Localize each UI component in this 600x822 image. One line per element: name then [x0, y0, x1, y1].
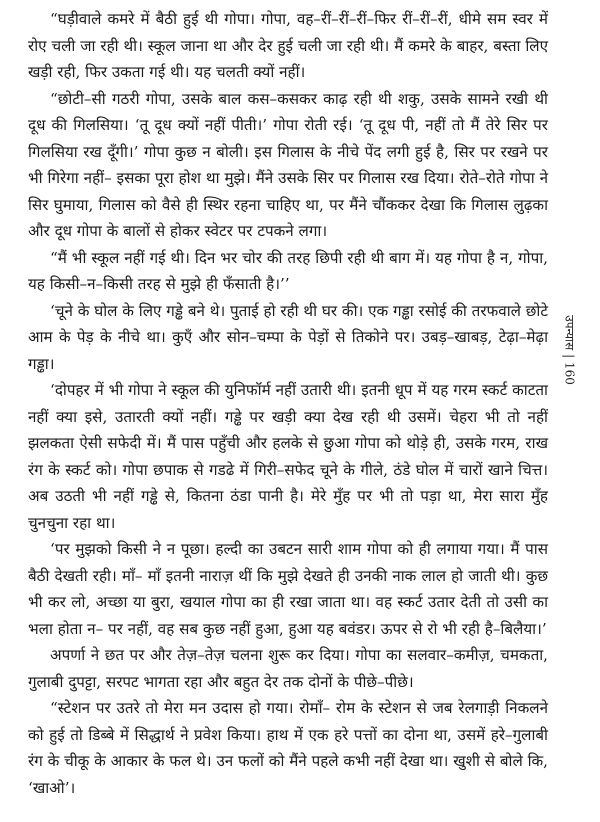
- body-text: [28, 6, 548, 801]
- paragraph: “घड़ीवाले कमरे में बैठी हुई थी गोपा। गोपा, वह–रीं–रीं–रीं–फिर रीं–रीं–रीं, धीमे सम स्वर में रोए चली जा रही थी। स्कूल जाना था और देर हुई चली जा रही थी। मैं कमरे के बाहर, बस्ता लिए खड़ी रही, फिर उकता गई थी। यह चलती क्यों नहीं।: [28, 10, 548, 81]
- paragraph: ‘चूने के घोल के लिए गड्ढे बने थे। पुताई हो रही थी घर की। एक गड्ढा रसोई की तरफवाले छोटे आम के पेड़ के नीचे था। कुएँ और सोन–चम्पा के पेड़ों से तिकोने पर। उबड़–खाबड़, टेढ़ा–मेढ़ा गड्ढा।: [28, 301, 548, 373]
- running-header: [560, 250, 580, 450]
- page-number-label: उपन्यास | 160: [562, 315, 577, 385]
- paragraph: ‘पर मुझको किसी ने न पूछा। हल्दी का उबटन सारी शाम गोपा को ही लगाया गया। मैं पास बैठी देखती रही। माँ– माँ इतनी नाराज़ थीं कि मुझे देखते ही उनकी नाक लाल हो जाती थी। कुछ भी कर लो, अच्छा या बुरा, खयाल गोपा का ही रखा जाता था। वह स्कर्ट उतार देती तो उसी का भला होता न– पर नहीं, वह सब कुछ नहीं हुआ, हुआ यह बवंडर। ऊपर से रो भी रही है–बिलैया।’: [28, 540, 548, 638]
- paragraph: ‘दोपहर में भी गोपा ने स्कूल की युनिफॉर्म नहीं उतारी थी। इतनी धूप में यह गरम स्कर्ट काटता नहीं क्या इसे, उतारती क्यों नहीं। गड्ढे पर खड़ी क्या देख रही थी उसमें। चेहरा भी तो नहीं झलकता ऐसी सफेदी में। मैं पास पहुँची और हलके से छुआ गोपा को थोड़े ही, उसके गरम, राख रंग के स्कर्ट को। गोपा छपाक से गडढे में गिरी–सफेद चूने के गीले, ठंडे घोल में चारों खाने चित्त। अब उठती भी नहीं गड्ढे से, कितना ठंडा पानी है। मेरे मुँह पर भी तो पड़ा था, मेरा सारा मुँह चुनचुना रहा था।: [28, 381, 548, 532]
- paragraph: “छोटी–सी गठरी गोपा, उसके बाल कस–कसकर काढ़ रही थी शकु, उसके सामने रखी थी दूध की गिलसिया। ‘तू दूध क्यों नहीं पीती।’ गोपा रोती रई। ‘तू दूध पी, नहीं तो मैं तेरे सिर पर गिलसिया रख दूँगी।’ गोपा कुछ न बोली। इस गिलास के नीचे पेंद लगी हुई है, सिर पर रखने पर भी गिरेगा नहीं– इसका पूरा होश था मुझे। मैंने उसके सिर पर गिलास रख दिया। रोते–रोते गोपा ने सिर घुमाया, गिलास को वैसे ही स्थिर रहना चाहिए था, पर मैंने चौंककर देखा कि गिलास लुढ़का और दूध गोपा के बालों से होकर स्वेटर पर टपकने लगा।: [28, 89, 548, 240]
- paragraph: “स्टेशन पर उतरे तो मेरा मन उदास हो गया। रोमाँ– रोम के स्टेशन से जब रेलगाड़ी निकलने को हुई तो डिब्बे में सिद्धार्थ ने प्रवेश किया। हाथ में एक हरे पत्तों का दोना था, उसमें हरे–गुलाबी रंग के चीकू के आकार के फल थे। उन फलों को मैंने पहले कभी नहीं देखा था। खुशी से बोले कि, ‘खाओ’।: [28, 699, 548, 797]
- paragraph: “मैं भी स्कूल नहीं गई थी। दिन भर चोर की तरह छिपी रही थी बाग में। यह गोपा है न, गोपा, यह किसी–न–किसी तरह से मुझे ही फँसाती है।’’: [28, 248, 548, 293]
- paragraph: अपर्णा ने छत पर और तेज़–तेज़ चलना शुरू कर दिया। गोपा का सलवार–कमीज़, चमकता, गुलाबी दुपट्टा, सरपट भागता रहा और बहुत देर तक दोनों के पीछे–पीछे।: [28, 646, 548, 691]
